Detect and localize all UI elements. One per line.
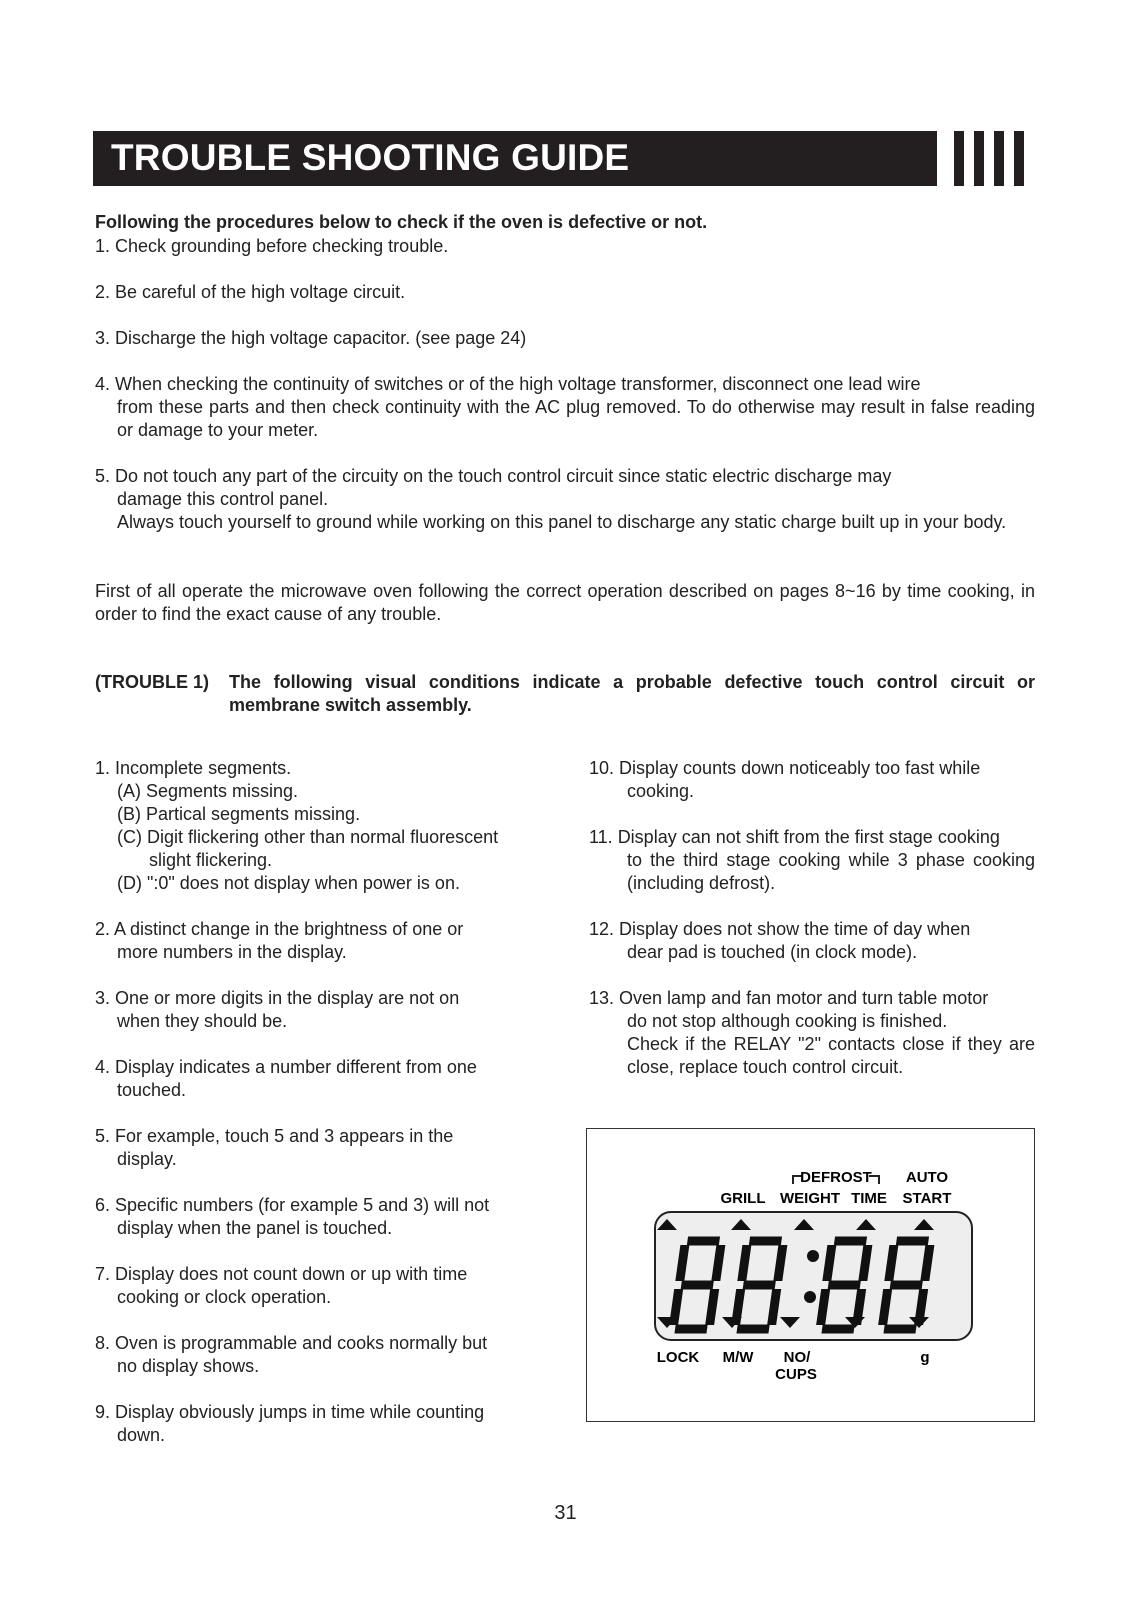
sub-item: slight flickering. [149, 850, 273, 870]
step-4-rest: from these parts and then check continuity with the AC plug removed. To do otherwise may result in false reading or damage to your meter. [117, 397, 1035, 440]
list-item-text: 13. Oven lamp and fan motor and turn table motor [589, 988, 989, 1008]
list-item-text: cooking. [627, 781, 695, 801]
sub-item: (A) Segments missing. [117, 781, 299, 801]
list-item-1 [95, 757, 548, 895]
list-item-12 [589, 918, 1035, 964]
decor-bar [954, 131, 964, 186]
page-title: TROUBLE SHOOTING GUIDE [111, 137, 630, 178]
step-2: 2. Be careful of the high voltage circuit. [95, 282, 406, 302]
step-4-first: 4. When checking the continuity of switches or of the high voltage transformer, disconnect one lead wire [95, 374, 921, 394]
lcd-label-mw: M/W [722, 1349, 754, 1366]
list-item-text: 8. Oven is programmable and cooks normally but [95, 1333, 488, 1353]
step-5-first: 5. Do not touch any part of the circuity on the touch control circuit since static electric discharge may [95, 466, 892, 486]
trouble-1-text: The following visual conditions indicate a probable defective touch control circuit or membrane switch assembly. [229, 672, 1035, 715]
list-item-11 [589, 826, 1035, 895]
intro-text: Following the procedures below to check if the oven is defective or not. [95, 212, 708, 232]
list-item-text: display when the panel is touched. [117, 1218, 393, 1238]
lcd-label-no: NO/ [783, 1349, 811, 1366]
list-item-text: 12. Display does not show the time of day when [589, 919, 971, 939]
list-item-text: 2. A distinct change in the brightness of one or [95, 919, 464, 939]
list-item-text: to the third stage cooking while 3 phase cooking (including defrost). [627, 850, 1035, 893]
list-item-text: no display shows. [117, 1356, 260, 1376]
trouble-1-tag: (TROUBLE 1) [95, 672, 209, 692]
lcd-label-lock: LOCK [656, 1349, 700, 1366]
list-item-6 [95, 1194, 548, 1240]
list-item-2 [95, 918, 548, 964]
colon-dot [804, 1291, 816, 1303]
lcd-label-g: g [920, 1349, 930, 1366]
lcd-display-illustration [586, 1128, 1035, 1422]
step-5 [95, 465, 1035, 534]
step-1: 1. Check grounding before checking trouble. [95, 236, 449, 256]
list-item-text: 1. Incomplete segments. [95, 758, 292, 778]
list-item-13 [589, 987, 1035, 1079]
lcd-label-auto: AUTO [905, 1169, 949, 1186]
lcd-label-weight: WEIGHT [780, 1190, 840, 1207]
decor-bar [1014, 131, 1024, 186]
list-item-text: 3. One or more digits in the display are not on [95, 988, 460, 1008]
sub-item: (D) ":0" does not display when power is on. [117, 873, 460, 893]
step-3: 3. Discharge the high voltage capacitor. (see page 24) [95, 328, 527, 348]
lcd-label-grill: GRILL [720, 1190, 766, 1207]
step-4 [95, 373, 1035, 442]
list-item-text: display. [117, 1149, 177, 1169]
first-of-all-paragraph: First of all operate the microwave oven following the correct operation described on pages 8~16 by time cooking, in order to find the exact cause of any trouble. [95, 581, 1035, 624]
page-number: 31 [554, 1502, 577, 1524]
sub-item: (B) Partical segments missing. [117, 804, 361, 824]
list-item-text: when they should be. [117, 1011, 288, 1031]
list-item-5 [95, 1125, 548, 1171]
step-5-rest: damage this control panel. [117, 489, 329, 509]
list-item-4 [95, 1056, 548, 1102]
list-item-text: Check if the RELAY "2" contacts close if they are close, replace touch control circuit. [627, 1034, 1035, 1077]
list-item-text: more numbers in the display. [117, 942, 347, 962]
list-item-text: dear pad is touched (in clock mode). [627, 942, 918, 962]
list-item-text: 10. Display counts down noticeably too fast while [589, 758, 981, 778]
lcd-label-time: TIME [851, 1190, 887, 1207]
list-item-text: 4. Display indicates a number different from one [95, 1057, 477, 1077]
list-item-text: cooking or clock operation. [117, 1287, 332, 1307]
lcd-label-start: START [902, 1190, 952, 1207]
list-item-8 [95, 1332, 548, 1378]
step-5-rest2: Always touch yourself to ground while working on this panel to discharge any static charge built up in your body. [117, 512, 1007, 532]
list-item-7 [95, 1263, 548, 1309]
sub-item: (C) Digit flickering other than normal fluorescent [117, 827, 499, 847]
list-item-text: 5. For example, touch 5 and 3 appears in the [95, 1126, 454, 1146]
list-item-text: 11. Display can not shift from the first stage cooking [589, 827, 1000, 847]
list-item-text: down. [117, 1425, 166, 1445]
list-item-3 [95, 987, 548, 1033]
list-item-10 [589, 757, 1035, 803]
list-item-text: touched. [117, 1080, 187, 1100]
colon-dot [807, 1250, 819, 1262]
list-item-text: 6. Specific numbers (for example 5 and 3) will not [95, 1195, 490, 1215]
lcd-label-defrost: DEFROST [800, 1169, 872, 1186]
list-item-text: 7. Display does not count down or up with time [95, 1264, 468, 1284]
list-item-9 [95, 1401, 548, 1447]
list-item-text: do not stop although cooking is finished. [627, 1011, 948, 1031]
list-item-text: 9. Display obviously jumps in time while counting [95, 1402, 485, 1422]
decor-bar [974, 131, 984, 186]
header-banner [93, 131, 937, 186]
lcd-label-cups: CUPS [775, 1366, 817, 1383]
lcd-diagram [587, 1129, 1034, 1421]
decor-bar [994, 131, 1004, 186]
